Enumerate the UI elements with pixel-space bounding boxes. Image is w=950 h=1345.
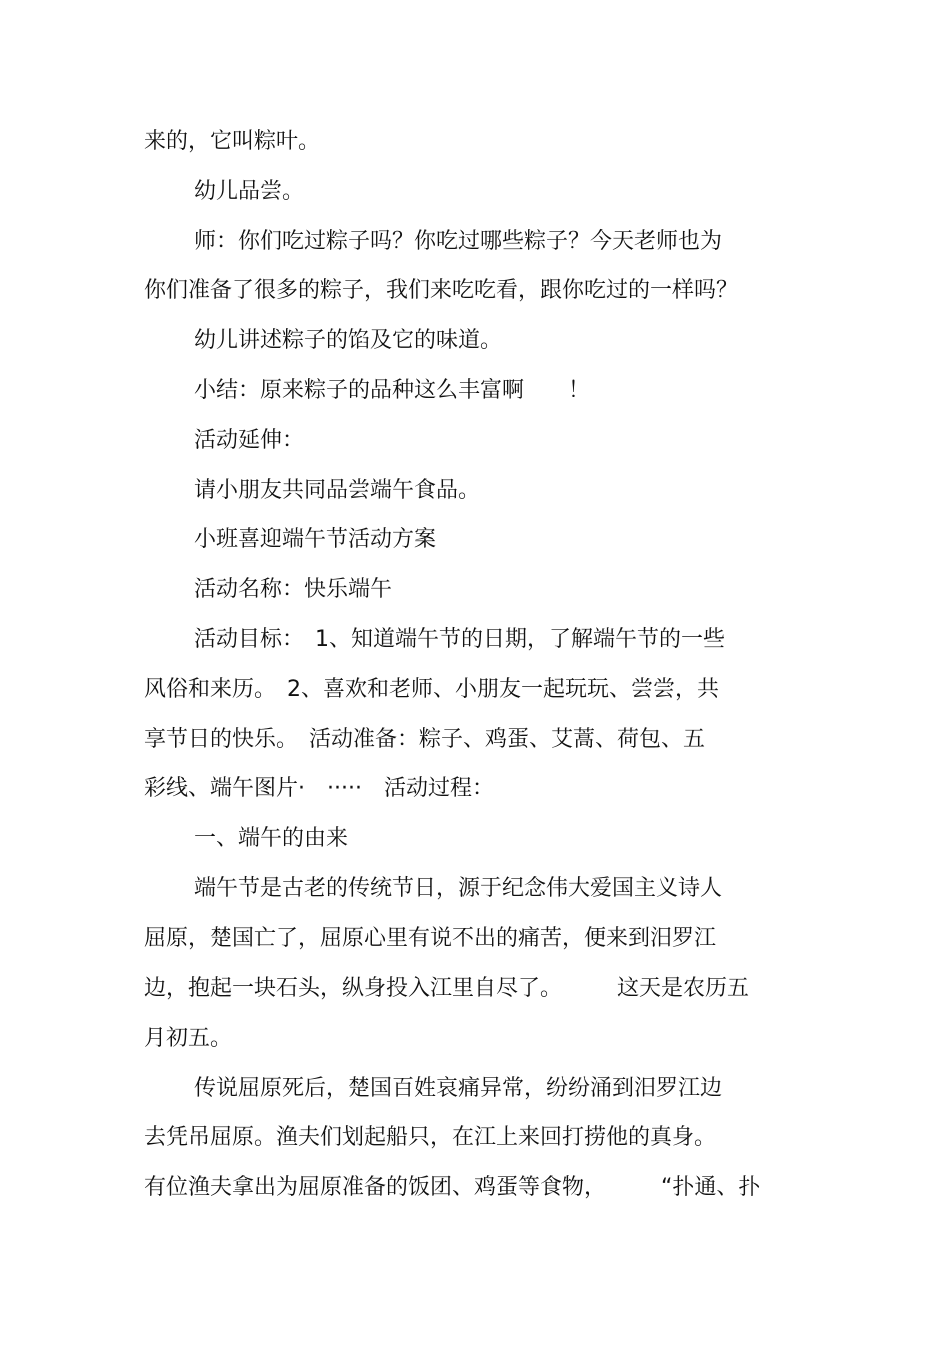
text-line: 享节日的快乐。 活动准备：粽子、鸡蛋、艾蒿、荷包、五 <box>144 727 706 752</box>
text-line: 活动目标： 1、知道端午节的日期，了解端午节的一些 <box>194 627 725 652</box>
text-line: 彩线、端午图片· ····· 活动过程： <box>144 776 494 801</box>
text-line: 请小朋友共同品尝端午食品。 <box>194 478 481 503</box>
text-line: 端午节是古老的传统节日，源于纪念伟大爱国主义诗人 <box>194 876 723 901</box>
text-line: 传说屈原死后，楚国百姓哀痛异常，纷纷涌到汨罗江边 <box>194 1076 723 1101</box>
text-line: 来的，它叫粽叶。 <box>144 129 321 154</box>
text-line: 边，抱起一块石头，纵身投入江里自尽了。 这天是农历五 <box>144 976 750 1001</box>
text-line: 幼儿品尝。 <box>194 179 305 204</box>
text-line: 幼儿讲述粽子的馅及它的味道。 <box>194 328 503 353</box>
text-line: 风俗和来历。 2、喜欢和老师、小朋友一起玩玩、尝尝，共 <box>144 677 719 702</box>
text-line: 去凭吊屈原。渔夫们划起船只，在江上来回打捞他的真身。 <box>144 1125 717 1150</box>
text-line: 活动延伸： <box>194 428 305 453</box>
text-line: 有位渔夫拿出为屈原准备的饭团、鸡蛋等食物， “扑通、扑 <box>144 1175 761 1200</box>
text-line: 月初五。 <box>144 1026 233 1051</box>
text-line: 活动名称：快乐端午 <box>194 577 393 602</box>
text-line: 师：你们吃过粽子吗？你吃过哪些粽子？今天老师也为 <box>194 229 723 254</box>
text-line: 一、端午的由来 <box>194 826 349 851</box>
section-title: 小班喜迎端午节活动方案 <box>194 527 437 552</box>
text-line: 小结：原来粽子的品种这么丰富啊 ！ <box>194 378 591 403</box>
text-line: 屈原，楚国亡了，屈原心里有说不出的痛苦，便来到汨罗江 <box>144 926 717 951</box>
text-line: 你们准备了很多的粽子，我们来吃吃看，跟你吃过的一样吗？ <box>144 278 739 303</box>
